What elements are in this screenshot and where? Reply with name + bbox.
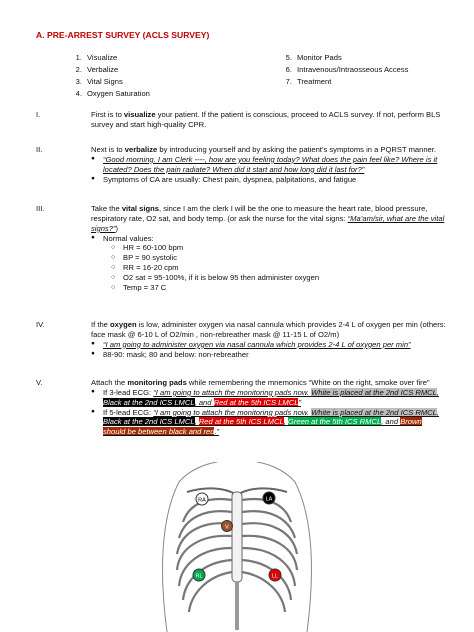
section-title: A. PRE-ARREST SURVEY (ACLS SURVEY) <box>36 30 210 40</box>
white-lead-highlight: White is placed at the 2nd ICS RMCL <box>311 387 437 397</box>
electrode-la <box>263 492 275 504</box>
white-lead-highlight: White is placed at the 2nd ICS RMCL <box>311 407 437 417</box>
section-vital-signs: III. Take the vital signs, since I am the clerk I will be the one to measure the heart rate, blood pressure, respiratory rate, O2 sat, and body temp. (or ask the nurse for the vital signs: “Ma’am/sir, what are the vital signs?”) ● Normal values: ○ HR = 60-100 bpm ○ BP = 90 systolic ○ RR = 16-20 cpm ○ O2 sat = 95-100%, if it is below 95 then administer oxygen ○ Temp = 37 C <box>36 204 446 293</box>
list-item: 4. Oxygen Saturation <box>75 89 150 98</box>
list-item: ● Normal values: <box>91 234 446 244</box>
list-item: 6. Intravenous/Intraosseous Access <box>285 65 409 74</box>
list-item: ○ O2 sat = 95-100%, if it is below 95 then administer oxygen <box>111 273 446 283</box>
svg-text:RL: RL <box>195 573 203 580</box>
rib-cage-electrode-diagram <box>147 462 327 632</box>
list-item: ● 88-90: mask; 80 and below: non-rebreather <box>91 350 446 360</box>
red-lead-highlight: Red at the 5th ICS LMCL <box>213 397 299 407</box>
section-monitoring-pads: V. Attach the monitoring pads while remembering the mnemonics “White on the right, smoke over fire” ● If 3-lead ECG: “I am going to attach the monitoring pads now. White is placed at the 2nd ICS RMCL, Black at the 2nd ICS LMCL, and Red at the 5th ICS LMCL” ● If 5-lead ECG: “I am going to attach the monitoring pads now. White is placed at the 2nd ICS RMCL, Black at the 2nd ICS LMCL, Red at the 5th ICS LMCL, Green at the 5th ICS RMCL, and Brown should be between black and red.” <box>36 378 446 437</box>
list-item: 5. Monitor Pads <box>285 53 342 62</box>
list-item: ○ Temp = 37 C <box>111 283 446 293</box>
black-lead-highlight: Black at the 2nd ICS LMCL <box>103 397 195 407</box>
section-verbalize: II. Next is to verbalize by introducing yourself and by asking the patient’s symptoms in a PQRST manner. ● “Good morning. I am Clerk ----, how are you feeling today? What does the pain feel like? Where is it located? Does the pain radiate? When did it start and how long did it last for?” ● Symptoms of CA are usually: Chest pain, dyspnea, palpitations, and fatigue <box>36 145 446 184</box>
list-item: 3. Vital Signs <box>75 77 123 86</box>
list-item: ○ HR = 60-100 bpm <box>111 243 446 253</box>
list-item: 2. Verbalize <box>75 65 119 74</box>
electrode-ll <box>269 569 281 581</box>
red-lead-highlight: Red at the 5th ICS LMCL <box>198 417 284 427</box>
list-item: ○ RR = 16-20 cpm <box>111 263 446 273</box>
electrode-rl <box>193 569 205 581</box>
list-item: ● Symptoms of CA are usually: Chest pain, dyspnea, palpitations, and fatigue <box>91 175 446 185</box>
svg-text:LL: LL <box>271 573 279 580</box>
black-lead-highlight: Black at the 2nd ICS LMCL <box>103 417 195 427</box>
electrode-v <box>222 521 233 532</box>
green-lead-highlight: Green at the 5th ICS RMCL <box>287 417 382 427</box>
list-item: ● If 5-lead ECG: “I am going to attach the monitoring pads now. White is placed at the 2nd ICS RMCL, Black at the 2nd ICS LMCL, Red at the 5th ICS LMCL, Green at the 5th ICS RMCL, and Brown should be between black and red.” <box>91 408 446 438</box>
section-oxygen: IV. If the oxygen is low, administer oxygen via nasal cannula which provides 2-4 L of oxygen per min (others: face mask @ 6-10 L of O2/min , non-rebreather mask @ 11-15 L of O2/m) ● “I am going to administer oxygen via nasal cannula which provides 2-4 L of oxygen per min” ● 88-90: mask; 80 and below: non-rebreather <box>36 320 446 359</box>
svg-text:V: V <box>225 524 229 531</box>
list-item: ○ BP = 90 systolic <box>111 253 446 263</box>
svg-text:LA: LA <box>265 496 273 503</box>
list-item: ● If 3-lead ECG: “I am going to attach the monitoring pads now. White is placed at the 2nd ICS RMCL, Black at the 2nd ICS LMCL, and Red at the 5th ICS LMCL” <box>91 388 446 408</box>
steps-list-right <box>278 52 408 88</box>
list-item: ● “Good morning. I am Clerk ----, how are you feeling today? What does the pain feel like? Where is it located? Does the pain radiate? When did it start and how long did it last for?” <box>91 155 446 175</box>
svg-text:RA: RA <box>198 497 206 504</box>
electrode-ra <box>196 493 208 505</box>
list-item: 7. Treatment <box>285 77 332 86</box>
section-visualize: I. First is to visualize your patient. If the patient is conscious, proceed to ACLS survey. If not, perform BLS survey and start high-quality CPR. <box>36 110 441 129</box>
steps-list-left <box>68 52 150 100</box>
list-item: 1. Visualize <box>75 53 118 62</box>
brown-lead-highlight: Brown should be between black and red <box>103 417 422 437</box>
list-item: ● “I am going to administer oxygen via nasal cannula which provides 2-4 L of oxygen per min” <box>91 340 446 350</box>
